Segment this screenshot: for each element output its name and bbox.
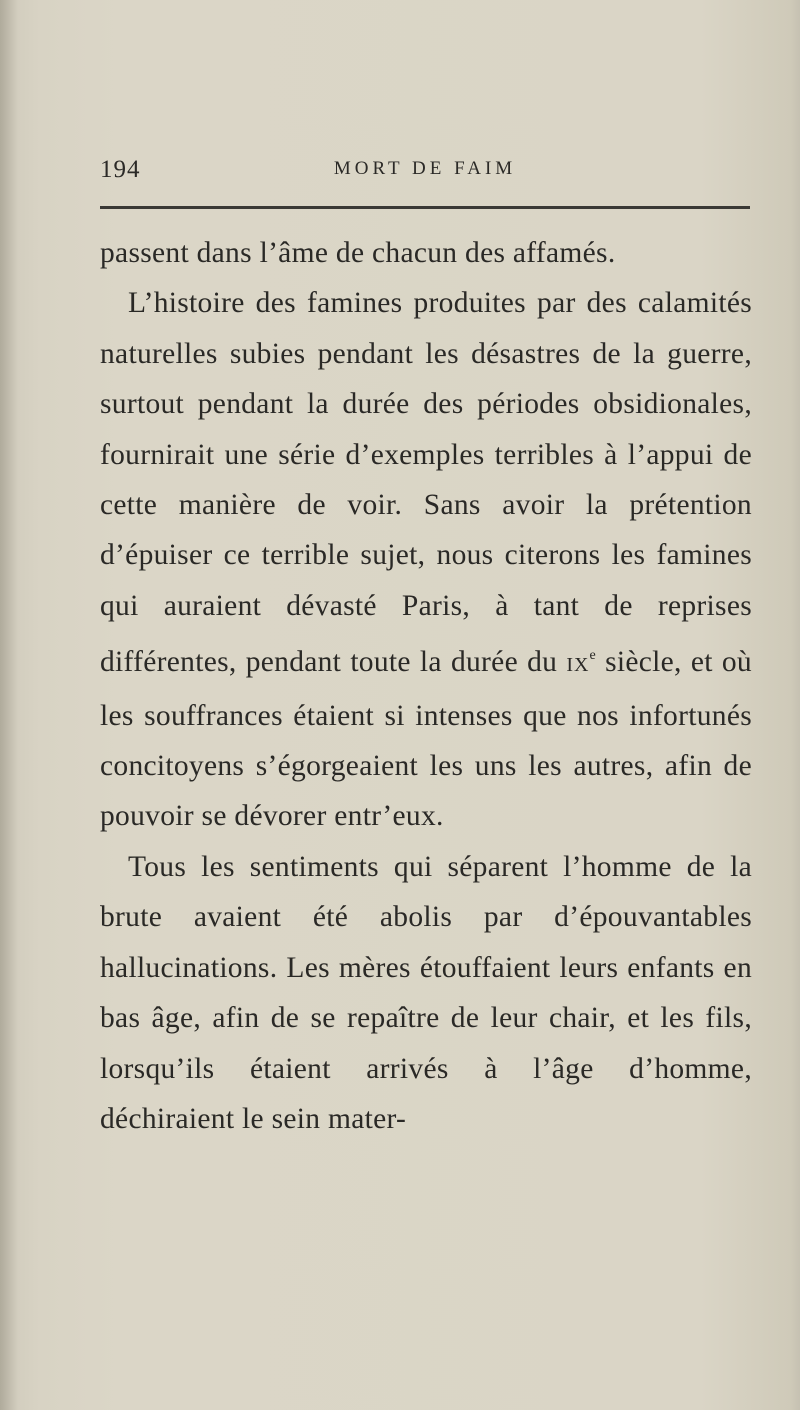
paragraph-2-text-a: L’histoire des famines produites par des calamités naturelles subies pendant les désastres de la guerre, surtout pendant la durée des périodes obsidionales, fournirait une série d’exemples terribles à l’appui de cette manière de voir. Sans avoir la prétention d’épuiser ce terrible sujet, nous citerons les famines qui auraient dévasté Paris, à tant de reprises différentes, pendant toute la durée du — [100, 287, 752, 679]
paragraph-1-text: passent dans l’âme de chacun des affamés. — [100, 237, 616, 269]
page-header — [100, 150, 750, 190]
paragraph-famines-history — [100, 278, 752, 841]
body-text — [100, 228, 752, 1144]
paragraph-continuation — [100, 228, 752, 278]
century-numeral: IX — [566, 654, 590, 677]
century-superscript: e — [589, 648, 596, 664]
running-title: MORT DE FAIM — [333, 158, 517, 179]
paragraph-2-text-b: siècle, et où les souffrances étaient si intenses que nos infortunés concitoyens s’égorgeaient les uns les autres, afin de pouvoir se dévorer entr’eux. — [100, 646, 752, 833]
page-number: 194 — [100, 156, 141, 183]
paragraph-3-text: Tous les sentiments qui séparent l’homme de la brute avaient été abolis par d’épouvantables hallucinations. Les mères étouffaient leurs enfants en bas âge, afin de se repaître de leur chair, et les fils, lorsqu’ils étaient arrivés à l’âge d’homme, déchiraient le sein mater- — [100, 850, 752, 1135]
gutter-shadow — [0, 0, 18, 1410]
paragraph-sentiments — [100, 842, 752, 1144]
header-rule — [100, 206, 750, 209]
